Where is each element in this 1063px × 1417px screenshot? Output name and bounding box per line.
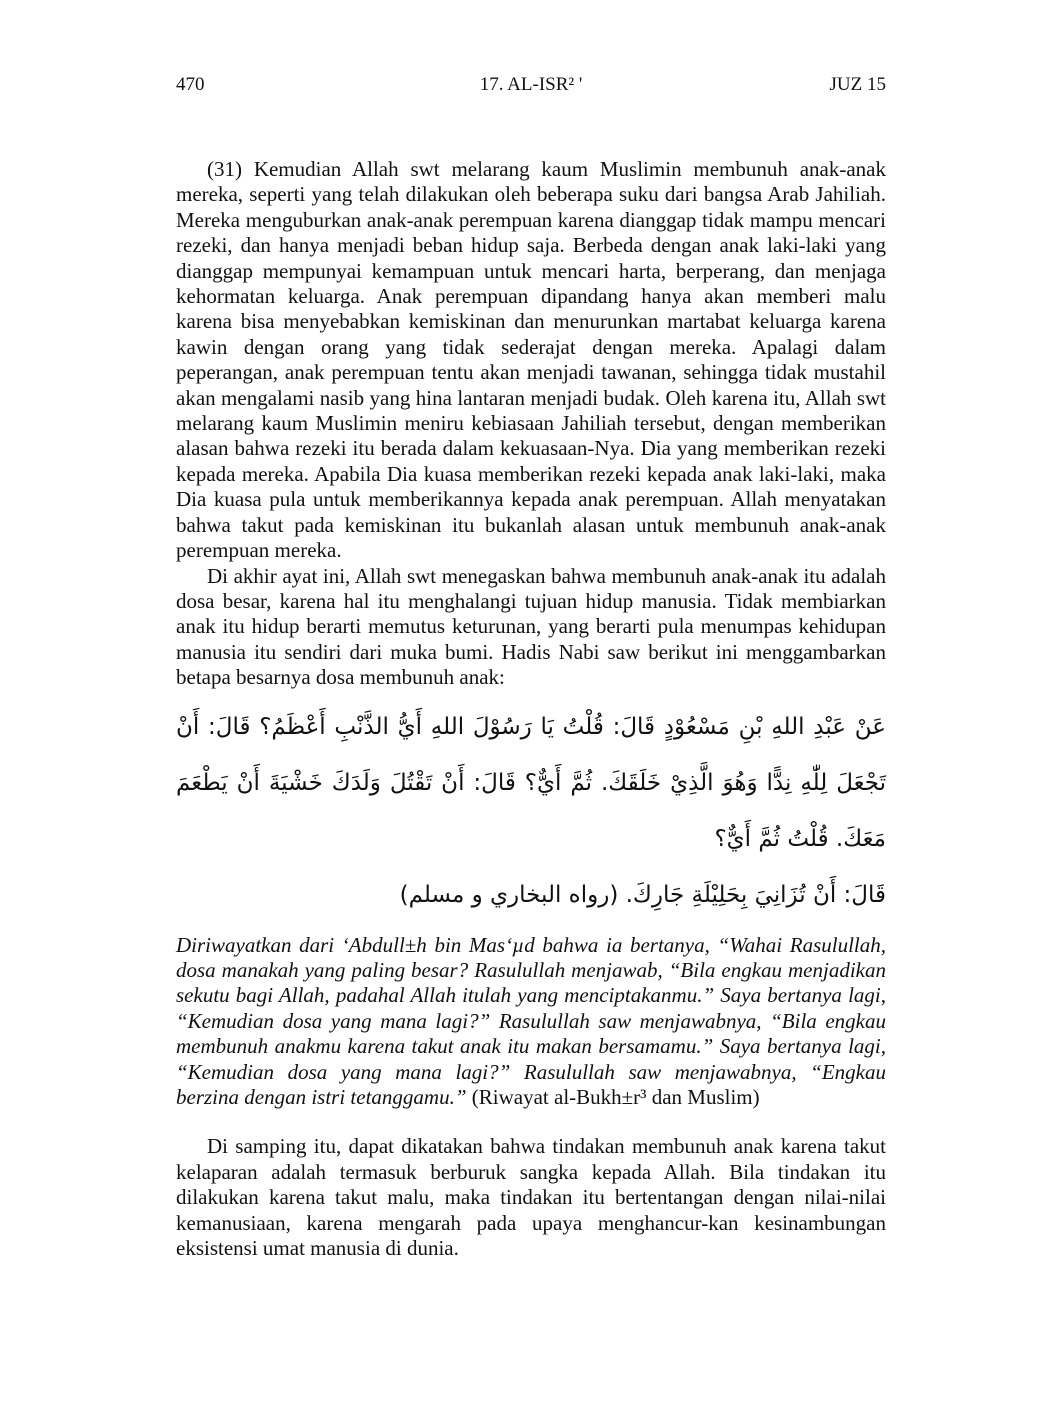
- hadith-arabic: [176, 699, 886, 923]
- paragraph-verse-31: (31) Kemudian Allah swt melarang kaum Muslimin membunuh anak-anak mereka, seperti yang telah dilakukan oleh beberapa suku dari bangsa Arab Jahiliah. Mereka menguburkan anak-anak perempuan karena dianggap tidak mampu mencari rezeki, dan hanya menjadi beban hidup saja. Berbeda dengan anak laki-laki yang dianggap mempunyai kemampuan untuk mencari harta, berperang, dan menjaga kehormatan keluarga. Anak perempuan dipandang hanya akan memberi malu karena bisa menyebabkan kemiskinan dan menurunkan martabat keluarga karena kawin dengan orang yang tidak sederajat dengan mereka. Apalagi dalam peperangan, anak perempuan tentu akan menjadi tawanan, sehingga tidak mustahil akan mengalami nasib yang hina lantaran menjadi budak. Oleh karena itu, Allah swt melarang kaum Muslimin meniru kebiasaan Jahiliah tersebut, dengan memberikan alasan bahwa rezeki itu berada dalam kekuasaan-Nya. Dia yang memberikan rezeki kepada mereka. Apabila Dia kuasa memberikan rezeki kepada anak laki-laki, maka Dia kuasa pula untuk memberikannya kepada anak perempuan. Allah menyatakan bahwa takut pada kemiskinan itu bukanlah alasan untuk membunuh anak-anak perempuan mereka.: [176, 157, 886, 563]
- hadith-translation-text: Diriwayatkan dari ‘Abdull±h bin Mas‘µd bahwa ia bertanya, “Wahai Rasulullah, dosa manakah yang paling besar? Rasulullah menjawab, “Bila engkau menjadikan sekutu bagi Allah, padahal Allah itulah yang menciptakanmu.” Saya bertanya lagi, “Kemudian dosa yang mana lagi?” Rasulullah saw menjawabnya, “Bila engkau membunuh anakmu karena takut anak itu makan bersamamu.” Saya bertanya lagi, “Kemudian dosa yang mana lagi?” Rasulullah saw menjawabnya, “Engkau berzina dengan istri tetanggamu.”: [176, 932, 886, 1109]
- hadith-translation: [176, 933, 886, 1111]
- paragraph-dosa-besar: Di akhir ayat ini, Allah swt menegaskan bahwa membunuh anak-anak itu adalah dosa besar, karena hal itu menghalangi tujuan hidup manusia. Tidak membiarkan anak itu hidup berarti memutus keturunan, yang berarti pula menumpas kehidupan manusia itu sendiri dari muka bumi. Hadis Nabi saw berikut ini menggambarkan betapa besarnya dosa membunuh anak:: [176, 563, 886, 690]
- page-header: [176, 74, 886, 104]
- page-body: [176, 157, 886, 1261]
- hadith-source: (Riwayat al-Bukh±r³ dan Muslim): [471, 1084, 760, 1109]
- hadith-arabic-text: عَنْ عَبْدِ اللهِ بْنِ مَسْعُوْدٍ قَالَ: قُلْتُ يَا رَسُوْلَ اللهِ أَيُّ الذَّنْبِ أَعْظَمُ؟ قَالَ: أَنْ تَجْعَلَ لِلّٰهِ نِدًّا وَهُوَ الَّذِيْ خَلَقَكَ. ثُمَّ أَيٌّ؟ قَالَ: أَنْ تَقْتُلَ وَلَدَكَ خَشْيَةَ أَنْ يَطْعَمَ مَعَكَ. قُلْتُ ثُمَّ أَيٌّ؟: [176, 713, 886, 852]
- paragraph-closing: Di samping itu, dapat dikatakan bahwa tindakan membunuh anak karena takut kelaparan adalah termasuk berburuk sangka kepada Allah. Bila tindakan itu dilakukan karena takut malu, maka tindakan itu bertentangan dengan nilai-nilai kemanusiaan, karena mengarah pada upaya menghancur-kan kesinambungan eksistensi umat manusia di dunia.: [176, 1134, 886, 1260]
- chapter-title: 17. AL-ISR² ': [479, 74, 583, 95]
- hadith-arabic-ending: قَالَ: أَنْ تُزَانِيَ بِحَلِيْلَةِ جَارِكَ. (رواه البخاري و مسلم): [399, 881, 886, 908]
- page-number: 470: [176, 74, 205, 95]
- juz-label: JUZ 15: [829, 74, 886, 95]
